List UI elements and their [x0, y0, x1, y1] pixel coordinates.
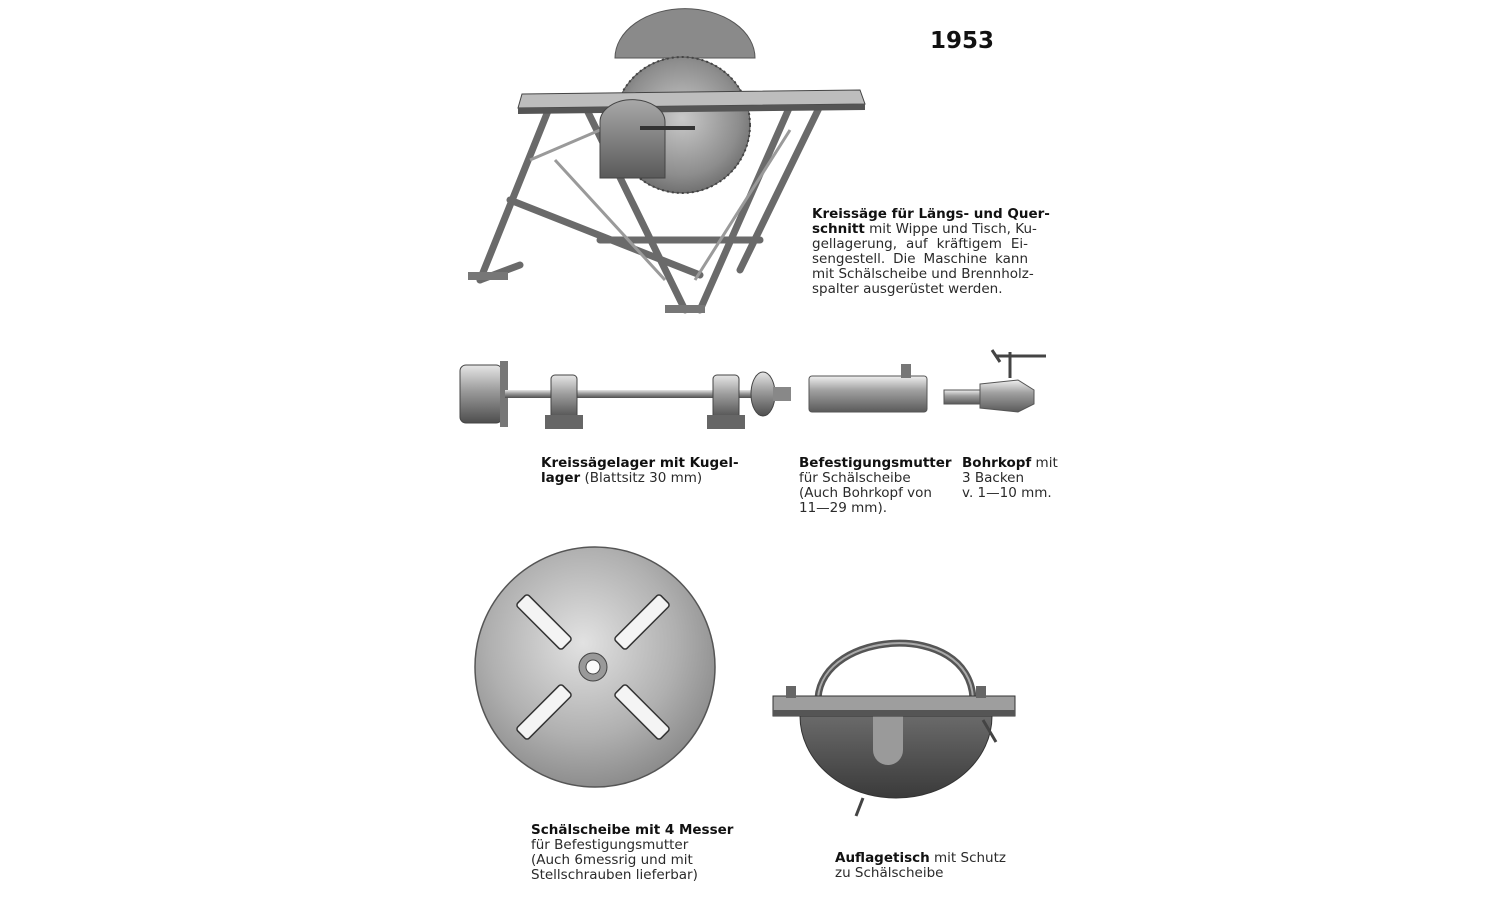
saw-caption-title: Kreissäge für Längs- und Quer-: [812, 206, 1050, 222]
disc-caption-line: (Auch 6messrig und mit: [531, 852, 693, 868]
chuck-caption-title: Bohrkopf: [962, 455, 1032, 471]
circular-saw-image: [460, 10, 870, 320]
nut-caption-line: (Auch Bohrkopf von: [799, 485, 932, 501]
nut-caption: [799, 456, 952, 516]
disc-caption-line: Stellschrauben lieferbar): [531, 867, 698, 883]
bearing-caption-title-cont: lager: [541, 470, 581, 486]
nut-caption-line: 11—29 mm).: [799, 500, 888, 516]
drill-chuck-image: [940, 348, 1052, 414]
table-caption-title: Auflagetisch: [835, 850, 930, 866]
saw-caption-line: spalter ausgerüstet werden.: [812, 281, 1003, 297]
saw-caption-line: mit Wippe und Tisch, Ku-: [864, 221, 1037, 237]
chuck-caption: [962, 456, 1058, 501]
table-caption-line: zu Schälscheibe: [835, 865, 944, 881]
saw-bearing-image: [455, 355, 800, 435]
saw-caption-line: sengestell. Die Maschine kann: [812, 251, 1028, 267]
nut-caption-title: Befestigungsmutter: [799, 455, 952, 471]
disc-caption: [531, 823, 733, 883]
saw-caption-line: mit Schälscheibe und Brennholz-: [812, 266, 1034, 282]
chuck-caption-line: v. 1—10 mm.: [962, 485, 1052, 501]
disc-caption-line: für Befestigungsmutter: [531, 837, 689, 853]
table-caption-text: mit Schutz: [929, 850, 1006, 866]
year-label: 1953: [930, 28, 995, 54]
chuck-caption-text: mit: [1031, 455, 1058, 471]
nut-caption-line: für Schälscheibe: [799, 470, 911, 486]
mounting-nut-image: [805, 362, 935, 418]
peeling-disc-image: [472, 544, 718, 790]
chuck-caption-line: 3 Backen: [962, 470, 1025, 486]
saw-caption-line: gellagerung, auf kräftigem Ei-: [812, 236, 1028, 252]
disc-caption-title: Schälscheibe mit 4 Messer: [531, 822, 734, 838]
support-table-image: [768, 620, 1018, 825]
saw-caption: [812, 206, 1050, 297]
bearing-caption: [541, 456, 739, 486]
table-caption: [835, 851, 1006, 881]
bearing-caption-title: Kreissägelager mit Kugel-: [541, 455, 739, 471]
saw-caption-title-cont: schnitt: [812, 221, 865, 237]
bearing-caption-text: (Blattsitz 30 mm): [580, 470, 703, 486]
